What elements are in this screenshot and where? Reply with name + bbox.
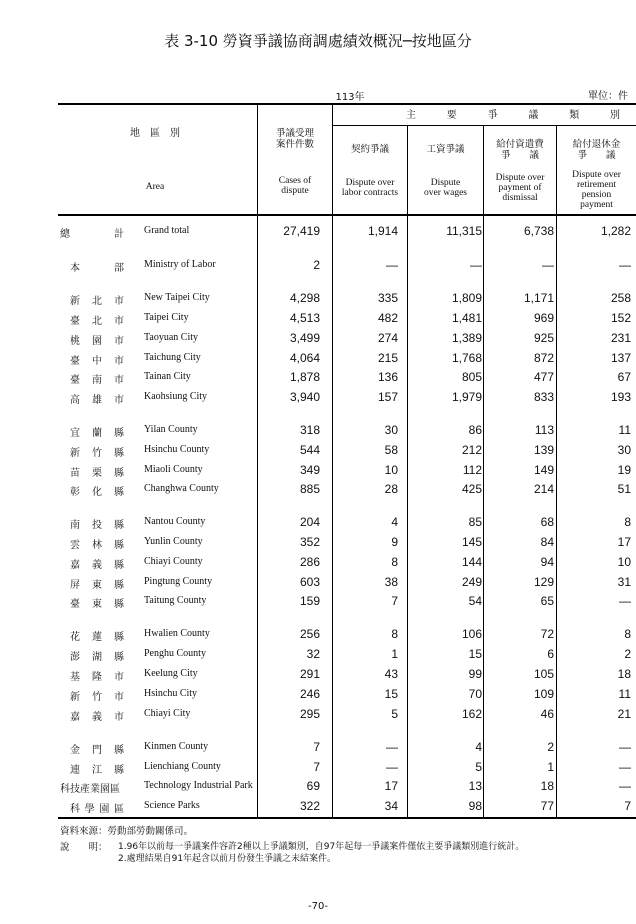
row-value-col4: 2 <box>624 647 631 661</box>
row-value-col2: 70 <box>468 687 482 701</box>
header-type3-en-line3: dismissal <box>502 193 538 203</box>
row-value-col1: 157 <box>377 390 398 404</box>
row-value-col3: 149 <box>533 463 554 477</box>
row-area-en: Taitung County <box>144 595 207 606</box>
row-area-zh: 雲 林 縣 <box>70 540 124 551</box>
row-area-zh: 新 竹 市 <box>70 692 124 703</box>
header-type4-en-line4: payment <box>580 200 613 210</box>
header-cases-en <box>258 176 332 196</box>
table-row <box>58 289 636 307</box>
row-value-col2: 11,315 <box>446 224 482 238</box>
row-value-col0: 322 <box>299 799 320 813</box>
row-value-col4: 19 <box>617 463 631 477</box>
table-row <box>58 685 636 703</box>
row-value-col2: 1,809 <box>451 291 482 305</box>
header-type2-en-line1: Dispute <box>430 178 461 188</box>
header-type-char-3: 議 <box>528 110 539 121</box>
row-area-zh: 花 蓮 縣 <box>70 632 124 643</box>
header-area-en: Area <box>145 182 165 192</box>
row-value-col4: 193 <box>610 390 631 404</box>
header-type1-zh: 契約爭議 <box>350 144 389 155</box>
row-value-col3: 1 <box>547 760 554 774</box>
header-type-char-4: 類 <box>569 110 580 121</box>
table-row <box>58 513 636 531</box>
header-type2-en-line2: over wages <box>424 188 467 198</box>
row-value-col2: 13 <box>468 779 482 793</box>
row-value-col4: 258 <box>610 291 631 305</box>
row-value-col4: — <box>619 594 631 608</box>
row-area-en: Taichung City <box>144 352 201 363</box>
row-value-col2: 15 <box>468 647 482 661</box>
row-value-col0: 4,064 <box>289 351 320 365</box>
row-value-col1: 34 <box>384 799 398 813</box>
header-type3-zh-line1: 給付資遣費 <box>496 139 544 150</box>
header-type1-en-line2: labor contracts <box>341 188 399 198</box>
row-area-en: Keelung City <box>144 668 198 679</box>
row-area-zh: 嘉 義 市 <box>70 712 124 723</box>
row-value-col3: 1,171 <box>523 291 554 305</box>
row-value-col2: 99 <box>468 667 482 681</box>
row-value-col2: 1,481 <box>451 311 482 325</box>
row-value-col1: 482 <box>377 311 398 325</box>
row-area-zh: 總 計 <box>60 229 124 240</box>
header-cases-zh-line1: 爭議受理 <box>275 128 314 139</box>
row-value-col4: 152 <box>610 311 631 325</box>
row-area-en: Ministry of Labor <box>144 259 216 270</box>
row-value-col0: 204 <box>299 515 320 529</box>
row-value-col1: 15 <box>384 687 398 701</box>
row-value-col0: 32 <box>306 647 320 661</box>
row-value-col1: 8 <box>391 555 398 569</box>
row-area-zh: 科 技 產 業 園 區 <box>60 784 120 795</box>
header-type-char-2: 爭 <box>487 110 498 121</box>
row-value-col4: 31 <box>617 575 631 589</box>
row-area-zh: 澎 湖 縣 <box>70 652 124 663</box>
row-area-zh: 苗 栗 縣 <box>70 468 124 479</box>
row-value-col0: 246 <box>299 687 320 701</box>
row-value-col1: 9 <box>391 535 398 549</box>
row-area-en: Lienchiang County <box>144 761 221 772</box>
table-row <box>58 480 636 498</box>
row-value-col2: 5 <box>475 760 482 774</box>
table-bottom-rule <box>58 817 636 819</box>
row-area-zh: 基 隆 市 <box>70 672 124 683</box>
row-value-col0: 256 <box>299 627 320 641</box>
row-value-col2: 4 <box>475 740 482 754</box>
footnote-source: 資料來源：勞動部勞動關係司。 <box>60 826 194 837</box>
row-value-col0: 352 <box>299 535 320 549</box>
header-cases-zh <box>258 128 332 150</box>
row-value-col2: 145 <box>461 535 482 549</box>
header-type2-zh: 工資爭議 <box>426 144 465 155</box>
row-value-col1: 1,914 <box>367 224 398 238</box>
row-value-col1: — <box>386 760 398 774</box>
header-type4-zh-line1: 給付退休金 <box>572 139 621 150</box>
table-row <box>58 309 636 327</box>
row-value-col4: 11 <box>618 423 631 437</box>
row-value-col4: 67 <box>617 370 631 384</box>
table-row <box>58 388 636 406</box>
row-value-col1: 58 <box>384 443 398 457</box>
row-value-col3: 477 <box>533 370 554 384</box>
row-value-col1: 215 <box>377 351 398 365</box>
header-type4-en-line3: pension <box>581 190 612 200</box>
row-area-zh: 臺 東 縣 <box>70 599 124 610</box>
row-area-en: Kaohsiung City <box>144 391 208 402</box>
table-row <box>58 368 636 386</box>
table-row <box>58 738 636 756</box>
table-row <box>58 222 636 240</box>
row-value-col0: 4,298 <box>289 291 320 305</box>
row-value-col0: 295 <box>299 707 320 721</box>
row-value-col4: 11 <box>618 687 631 701</box>
row-value-col0: 286 <box>299 555 320 569</box>
row-value-col0: 349 <box>299 463 320 477</box>
page-number: -70- <box>308 901 328 912</box>
row-value-col1: 8 <box>391 627 398 641</box>
table-row <box>58 797 636 815</box>
row-area-en: Taipei City <box>144 312 189 323</box>
table-row <box>58 256 636 274</box>
table-row <box>58 705 636 723</box>
table-row <box>58 349 636 367</box>
row-area-en: Science Parks <box>144 800 200 811</box>
row-value-col2: 1,768 <box>451 351 482 365</box>
page-title: 表 3-10 勞資爭議協商調處績效概況─按地區分 <box>164 32 472 50</box>
table-row <box>58 573 636 591</box>
row-value-col4: 8 <box>624 515 631 529</box>
row-area-zh: 新 北 市 <box>70 296 124 307</box>
row-value-col0: 318 <box>299 423 320 437</box>
row-value-col2: 112 <box>462 463 482 477</box>
table-row <box>58 553 636 571</box>
table-row <box>58 329 636 347</box>
row-value-col0: 7 <box>313 740 320 754</box>
row-value-col0: 1,878 <box>289 370 320 384</box>
row-value-col4: 231 <box>610 331 631 345</box>
row-value-col4: — <box>619 258 631 272</box>
row-value-col3: 109 <box>533 687 554 701</box>
row-value-col4: — <box>619 779 631 793</box>
row-value-col3: 46 <box>540 707 554 721</box>
row-value-col2: 425 <box>461 482 482 496</box>
row-value-col1: 4 <box>391 515 398 529</box>
row-value-col3: 139 <box>533 443 554 457</box>
header-type3-zh-line2: 爭 議 <box>500 150 539 161</box>
row-value-col2: 86 <box>468 423 482 437</box>
row-area-en: Pingtung County <box>144 576 213 587</box>
row-area-zh: 屏 東 縣 <box>70 580 124 591</box>
header-cases-zh-line2: 案件件數 <box>275 139 314 150</box>
row-value-col2: 106 <box>461 627 482 641</box>
row-value-col0: 291 <box>299 667 320 681</box>
row-value-col1: 38 <box>384 575 398 589</box>
row-value-col3: 969 <box>533 311 554 325</box>
row-value-col1: 136 <box>377 370 398 384</box>
row-area-en: Yilan County <box>144 424 198 435</box>
table-row <box>58 645 636 663</box>
row-value-col4: 18 <box>617 667 631 681</box>
table-row <box>58 441 636 459</box>
row-area-en: Grand total <box>144 225 190 236</box>
row-area-zh: 桃 園 市 <box>70 336 124 347</box>
row-value-col4: 30 <box>617 443 631 457</box>
row-value-col3: 833 <box>533 390 554 404</box>
row-value-col2: 805 <box>461 370 482 384</box>
row-area-en: Taoyuan City <box>144 332 199 343</box>
table-top-rule <box>58 103 636 105</box>
row-value-col2: 1,979 <box>451 390 482 404</box>
row-value-col1: 274 <box>377 331 398 345</box>
row-value-col3: 105 <box>533 667 554 681</box>
row-value-col3: — <box>542 258 554 272</box>
footnote-note1: 1.96年以前每一爭議案件容許2種以上爭議類別，自97年起每一爭議案件僅依主要爭議類別進行統計。 <box>118 842 525 852</box>
row-value-col3: 2 <box>547 740 554 754</box>
row-area-en: Penghu County <box>144 648 206 659</box>
row-value-col0: 69 <box>306 779 320 793</box>
header-type4-zh <box>557 139 636 161</box>
row-value-col3: 6,738 <box>523 224 554 238</box>
row-area-zh: 臺 南 市 <box>70 375 124 386</box>
row-value-col2: 162 <box>461 707 482 721</box>
row-value-col4: 51 <box>617 482 631 496</box>
row-area-zh: 臺 北 市 <box>70 316 124 327</box>
row-value-col1: — <box>386 258 398 272</box>
row-area-en: Chiayi County <box>144 556 203 567</box>
header-type1-en <box>333 178 407 198</box>
row-value-col4: 8 <box>624 627 631 641</box>
table-row <box>58 461 636 479</box>
row-value-col3: 872 <box>533 351 554 365</box>
row-area-zh: 宜 蘭 縣 <box>70 428 124 439</box>
table-row <box>58 777 636 795</box>
table-row <box>58 533 636 551</box>
header-type4-zh-line2: 爭 議 <box>577 150 616 161</box>
type-group-rule <box>332 125 636 126</box>
row-area-en: Hwalien County <box>144 628 210 639</box>
header-type4-en-line1: Dispute over <box>572 170 621 180</box>
row-area-en: Technology Industrial Park <box>144 780 253 791</box>
row-area-zh: 彰 化 縣 <box>70 487 124 498</box>
row-value-col4: 10 <box>617 555 631 569</box>
header-area-zh: 地 區 別 <box>130 128 180 139</box>
row-value-col1: 7 <box>391 594 398 608</box>
row-value-col3: 113 <box>534 423 554 437</box>
header-type4-en-line2: retirement <box>576 180 617 190</box>
row-area-en: Nantou County <box>144 516 206 527</box>
table-row <box>58 758 636 776</box>
header-type-char-5: 別 <box>609 110 620 121</box>
row-value-col4: 137 <box>610 351 631 365</box>
header-bottom-rule <box>58 214 636 216</box>
row-value-col0: 2 <box>313 258 320 272</box>
row-value-col2: 1,389 <box>451 331 482 345</box>
row-value-col3: 84 <box>540 535 554 549</box>
row-value-col2: 54 <box>468 594 482 608</box>
row-value-col1: 28 <box>384 482 398 496</box>
row-value-col3: 18 <box>540 779 554 793</box>
row-area-en: Hsinchu County <box>144 444 210 455</box>
row-value-col0: 885 <box>299 482 320 496</box>
row-value-col0: 3,499 <box>289 331 320 345</box>
row-area-zh: 高 雄 市 <box>70 395 124 406</box>
row-value-col2: 212 <box>461 443 482 457</box>
row-value-col0: 3,940 <box>289 390 320 404</box>
row-area-zh: 連 江 縣 <box>70 765 124 776</box>
header-type1-en-line1: Dispute over <box>345 178 395 188</box>
header-type3-en-line1: Dispute over <box>495 173 545 183</box>
row-value-col3: 68 <box>540 515 554 529</box>
header-type4-en <box>557 170 636 210</box>
row-value-col0: 159 <box>299 594 320 608</box>
row-value-col1: 335 <box>377 291 398 305</box>
row-value-col0: 4,513 <box>289 311 320 325</box>
row-area-en: Tainan City <box>144 371 191 382</box>
row-value-col2: — <box>470 258 482 272</box>
row-value-col1: 17 <box>384 779 398 793</box>
row-area-zh: 臺 中 市 <box>70 356 124 367</box>
row-value-col3: 72 <box>540 627 554 641</box>
table-row <box>58 625 636 643</box>
header-cases-en-line1: Cases of <box>278 176 312 186</box>
row-value-col4: 7 <box>624 799 631 813</box>
unit-label: 單位：件 <box>588 91 628 102</box>
row-value-col3: 129 <box>533 575 554 589</box>
year-label: 113年 <box>335 92 365 103</box>
row-area-en: New Taipei City <box>144 292 210 303</box>
header-type-group <box>406 110 620 121</box>
row-value-col4: — <box>619 760 631 774</box>
table-row <box>58 421 636 439</box>
footnote-label: 說 明： <box>60 842 108 853</box>
row-value-col4: 17 <box>617 535 631 549</box>
header-type2-en <box>408 178 483 198</box>
row-value-col1: 5 <box>391 707 398 721</box>
row-area-en: Hsinchu City <box>144 688 198 699</box>
row-value-col4: 21 <box>617 707 631 721</box>
row-value-col2: 249 <box>461 575 482 589</box>
row-area-zh: 新 竹 縣 <box>70 448 124 459</box>
row-value-col3: 6 <box>547 647 554 661</box>
row-area-zh: 本 部 <box>70 263 124 274</box>
row-value-col1: 10 <box>384 463 398 477</box>
row-area-en: Yunlin County <box>144 536 203 547</box>
row-value-col0: 27,419 <box>283 224 320 238</box>
header-type-char-1: 要 <box>446 110 457 121</box>
row-area-en: Changhwa County <box>144 483 219 494</box>
row-value-col2: 98 <box>468 799 482 813</box>
row-value-col0: 7 <box>313 760 320 774</box>
row-value-col4: 1,282 <box>600 224 631 238</box>
header-type-char-0: 主 <box>406 110 416 121</box>
row-value-col1: 1 <box>391 647 398 661</box>
row-area-zh: 科 學 園 區 <box>70 804 124 815</box>
row-value-col1: 43 <box>384 667 398 681</box>
row-area-zh: 嘉 義 縣 <box>70 560 124 571</box>
row-value-col3: 214 <box>533 482 554 496</box>
row-value-col2: 144 <box>461 555 482 569</box>
row-value-col2: 85 <box>468 515 482 529</box>
row-value-col3: 925 <box>533 331 554 345</box>
header-cases-en-line2: dispute <box>281 186 309 196</box>
row-area-en: Kinmen County <box>144 741 209 752</box>
row-value-col0: 544 <box>299 443 320 457</box>
row-value-col1: 30 <box>384 423 398 437</box>
row-area-zh: 金 門 縣 <box>70 745 124 756</box>
row-value-col0: 603 <box>299 575 320 589</box>
row-area-en: Chiayi City <box>144 708 191 719</box>
row-area-en: Miaoli County <box>144 464 203 475</box>
table-row <box>58 592 636 610</box>
row-value-col1: — <box>386 740 398 754</box>
row-value-col3: 77 <box>540 799 554 813</box>
header-type3-en-line2: payment of <box>498 183 542 193</box>
row-value-col4: — <box>619 740 631 754</box>
header-type3-zh <box>484 139 556 161</box>
row-value-col3: 94 <box>540 555 554 569</box>
footnote-note2: 2.處理結果自91年起含以前月份發生爭議之未結案件。 <box>118 854 337 864</box>
row-value-col3: 65 <box>540 594 554 608</box>
row-area-zh: 南 投 縣 <box>70 520 124 531</box>
table-row <box>58 665 636 683</box>
header-type3-en <box>484 173 556 203</box>
